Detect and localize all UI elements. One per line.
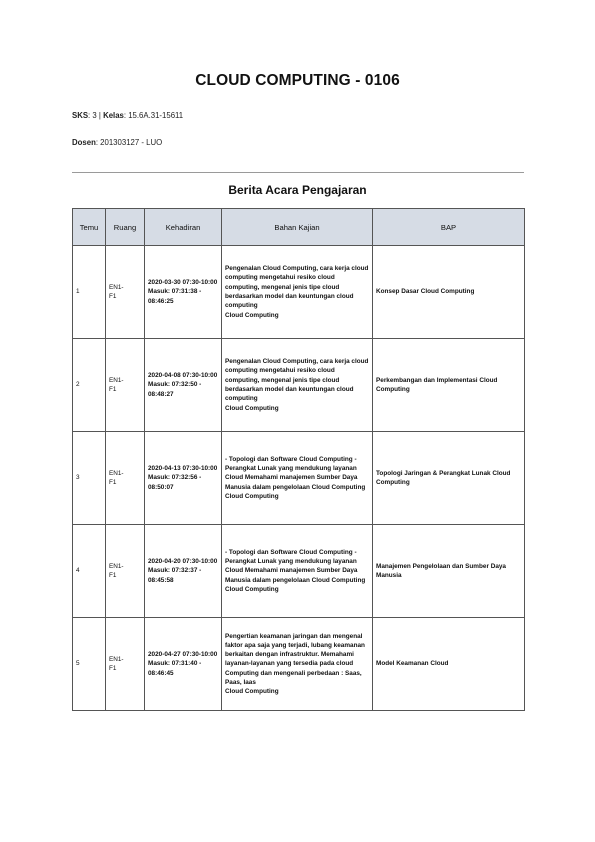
cell-ruang: EN1- F1 xyxy=(106,339,145,432)
table-header-row xyxy=(73,209,525,246)
cell-temu: 1 xyxy=(73,246,106,339)
cell-temu: 5 xyxy=(73,618,106,711)
table-body xyxy=(73,246,525,711)
header-bahan-kajian: Bahan Kajian xyxy=(222,209,373,246)
cell-kehadiran xyxy=(145,618,222,711)
kehadiran-jadwal: 2020-03-30 07:30-10:00 xyxy=(148,279,218,287)
cell-temu: 3 xyxy=(73,432,106,525)
cell-bahan-kajian: Pengenalan Cloud Computing, cara kerja cloud computing mengetahui resiko cloud computing, mengenal jenis tipe cloud berdasarkan model dan keuntungan cloud computing Cloud Computing xyxy=(222,246,373,339)
kehadiran-jadwal: 2020-04-20 07:30-10:00 xyxy=(148,558,218,566)
table-row xyxy=(73,246,525,339)
header-kehadiran: Kehadiran xyxy=(145,209,222,246)
page-title: CLOUD COMPUTING - 0106 xyxy=(195,72,400,89)
header-bap: BAP xyxy=(373,209,525,246)
cell-bahan-kajian: - Topologi dan Software Cloud Computing - Perangkat Lunak yang mendukung layanan Cloud Memahami manajemen Sumber Daya Manusia dalam pengelolaan Cloud Computing Cloud Computing xyxy=(222,432,373,525)
cell-kehadiran xyxy=(145,525,222,618)
header-temu: Temu xyxy=(73,209,106,246)
section-title: Berita Acara Pengajaran xyxy=(228,183,367,197)
berita-acara-table xyxy=(72,208,525,711)
dosen-label: Dosen xyxy=(72,138,96,147)
kehadiran-masuk: Masuk: 07:32:56 - 08:50:07 xyxy=(148,474,202,491)
sks-value: : 3 | xyxy=(88,111,104,120)
kelas-value: : 15.6A.31-15611 xyxy=(123,111,184,120)
sks-label: SKS xyxy=(72,111,89,120)
cell-temu: 4 xyxy=(73,525,106,618)
kehadiran-jadwal: 2020-04-13 07:30-10:00 xyxy=(148,465,218,473)
section-divider xyxy=(72,172,524,173)
cell-ruang: EN1- F1 xyxy=(106,246,145,339)
cell-ruang: EN1- F1 xyxy=(106,432,145,525)
cell-ruang: EN1- F1 xyxy=(106,525,145,618)
cell-kehadiran xyxy=(145,246,222,339)
cell-bahan-kajian: Pengenalan Cloud Computing, cara kerja cloud computing mengetahui resiko cloud computing, mengenal jenis tipe cloud berdasarkan model dan keuntungan cloud computing Cloud Computing xyxy=(222,339,373,432)
course-meta-dosen xyxy=(72,138,162,147)
table-row xyxy=(73,618,525,711)
cell-bap: Manajemen Pengelolaan dan Sumber Daya Manusia xyxy=(373,525,525,618)
kehadiran-masuk: Masuk: 07:32:50 - 08:48:27 xyxy=(148,381,202,398)
kehadiran-masuk: Masuk: 07:32:37 - 08:45:58 xyxy=(148,567,202,584)
course-meta-sks-kelas xyxy=(72,111,183,120)
dosen-value: : 201303127 - LUO xyxy=(95,138,163,147)
cell-bap: Model Keamanan Cloud xyxy=(373,618,525,711)
cell-kehadiran xyxy=(145,339,222,432)
cell-temu: 2 xyxy=(73,339,106,432)
kehadiran-jadwal: 2020-04-08 07:30-10:00 xyxy=(148,372,218,380)
cell-bahan-kajian: - Topologi dan Software Cloud Computing - Perangkat Lunak yang mendukung layanan Cloud Memahami manajemen Sumber Daya Manusia dalam pengelolaan Cloud Computing Cloud Computing xyxy=(222,525,373,618)
cell-bap: Perkembangan dan Implementasi Cloud Computing xyxy=(373,339,525,432)
kehadiran-jadwal: 2020-04-27 07:30-10:00 xyxy=(148,651,218,659)
table-row xyxy=(73,339,525,432)
cell-bap: Konsep Dasar Cloud Computing xyxy=(373,246,525,339)
kelas-label: Kelas xyxy=(103,111,124,120)
table-row xyxy=(73,525,525,618)
kehadiran-masuk: Masuk: 07:31:38 - 08:46:25 xyxy=(148,288,202,305)
cell-bahan-kajian: Pengertian keamanan jaringan dan mengenal faktor apa saja yang terjadi, lubang keamanan berkaitan dengan infrastruktur. Memahami layanan-layanan yang tersedia pada cloud Computing dan mengenali perbedaan : Saas, Paas, Iaas Cloud Computing xyxy=(222,618,373,711)
cell-bap: Topologi Jaringan & Perangkat Lunak Cloud Computing xyxy=(373,432,525,525)
cell-ruang: EN1- F1 xyxy=(106,618,145,711)
cell-kehadiran xyxy=(145,432,222,525)
header-ruang: Ruang xyxy=(106,209,145,246)
kehadiran-masuk: Masuk: 07:31:40 - 08:46:45 xyxy=(148,660,202,677)
table-row xyxy=(73,432,525,525)
